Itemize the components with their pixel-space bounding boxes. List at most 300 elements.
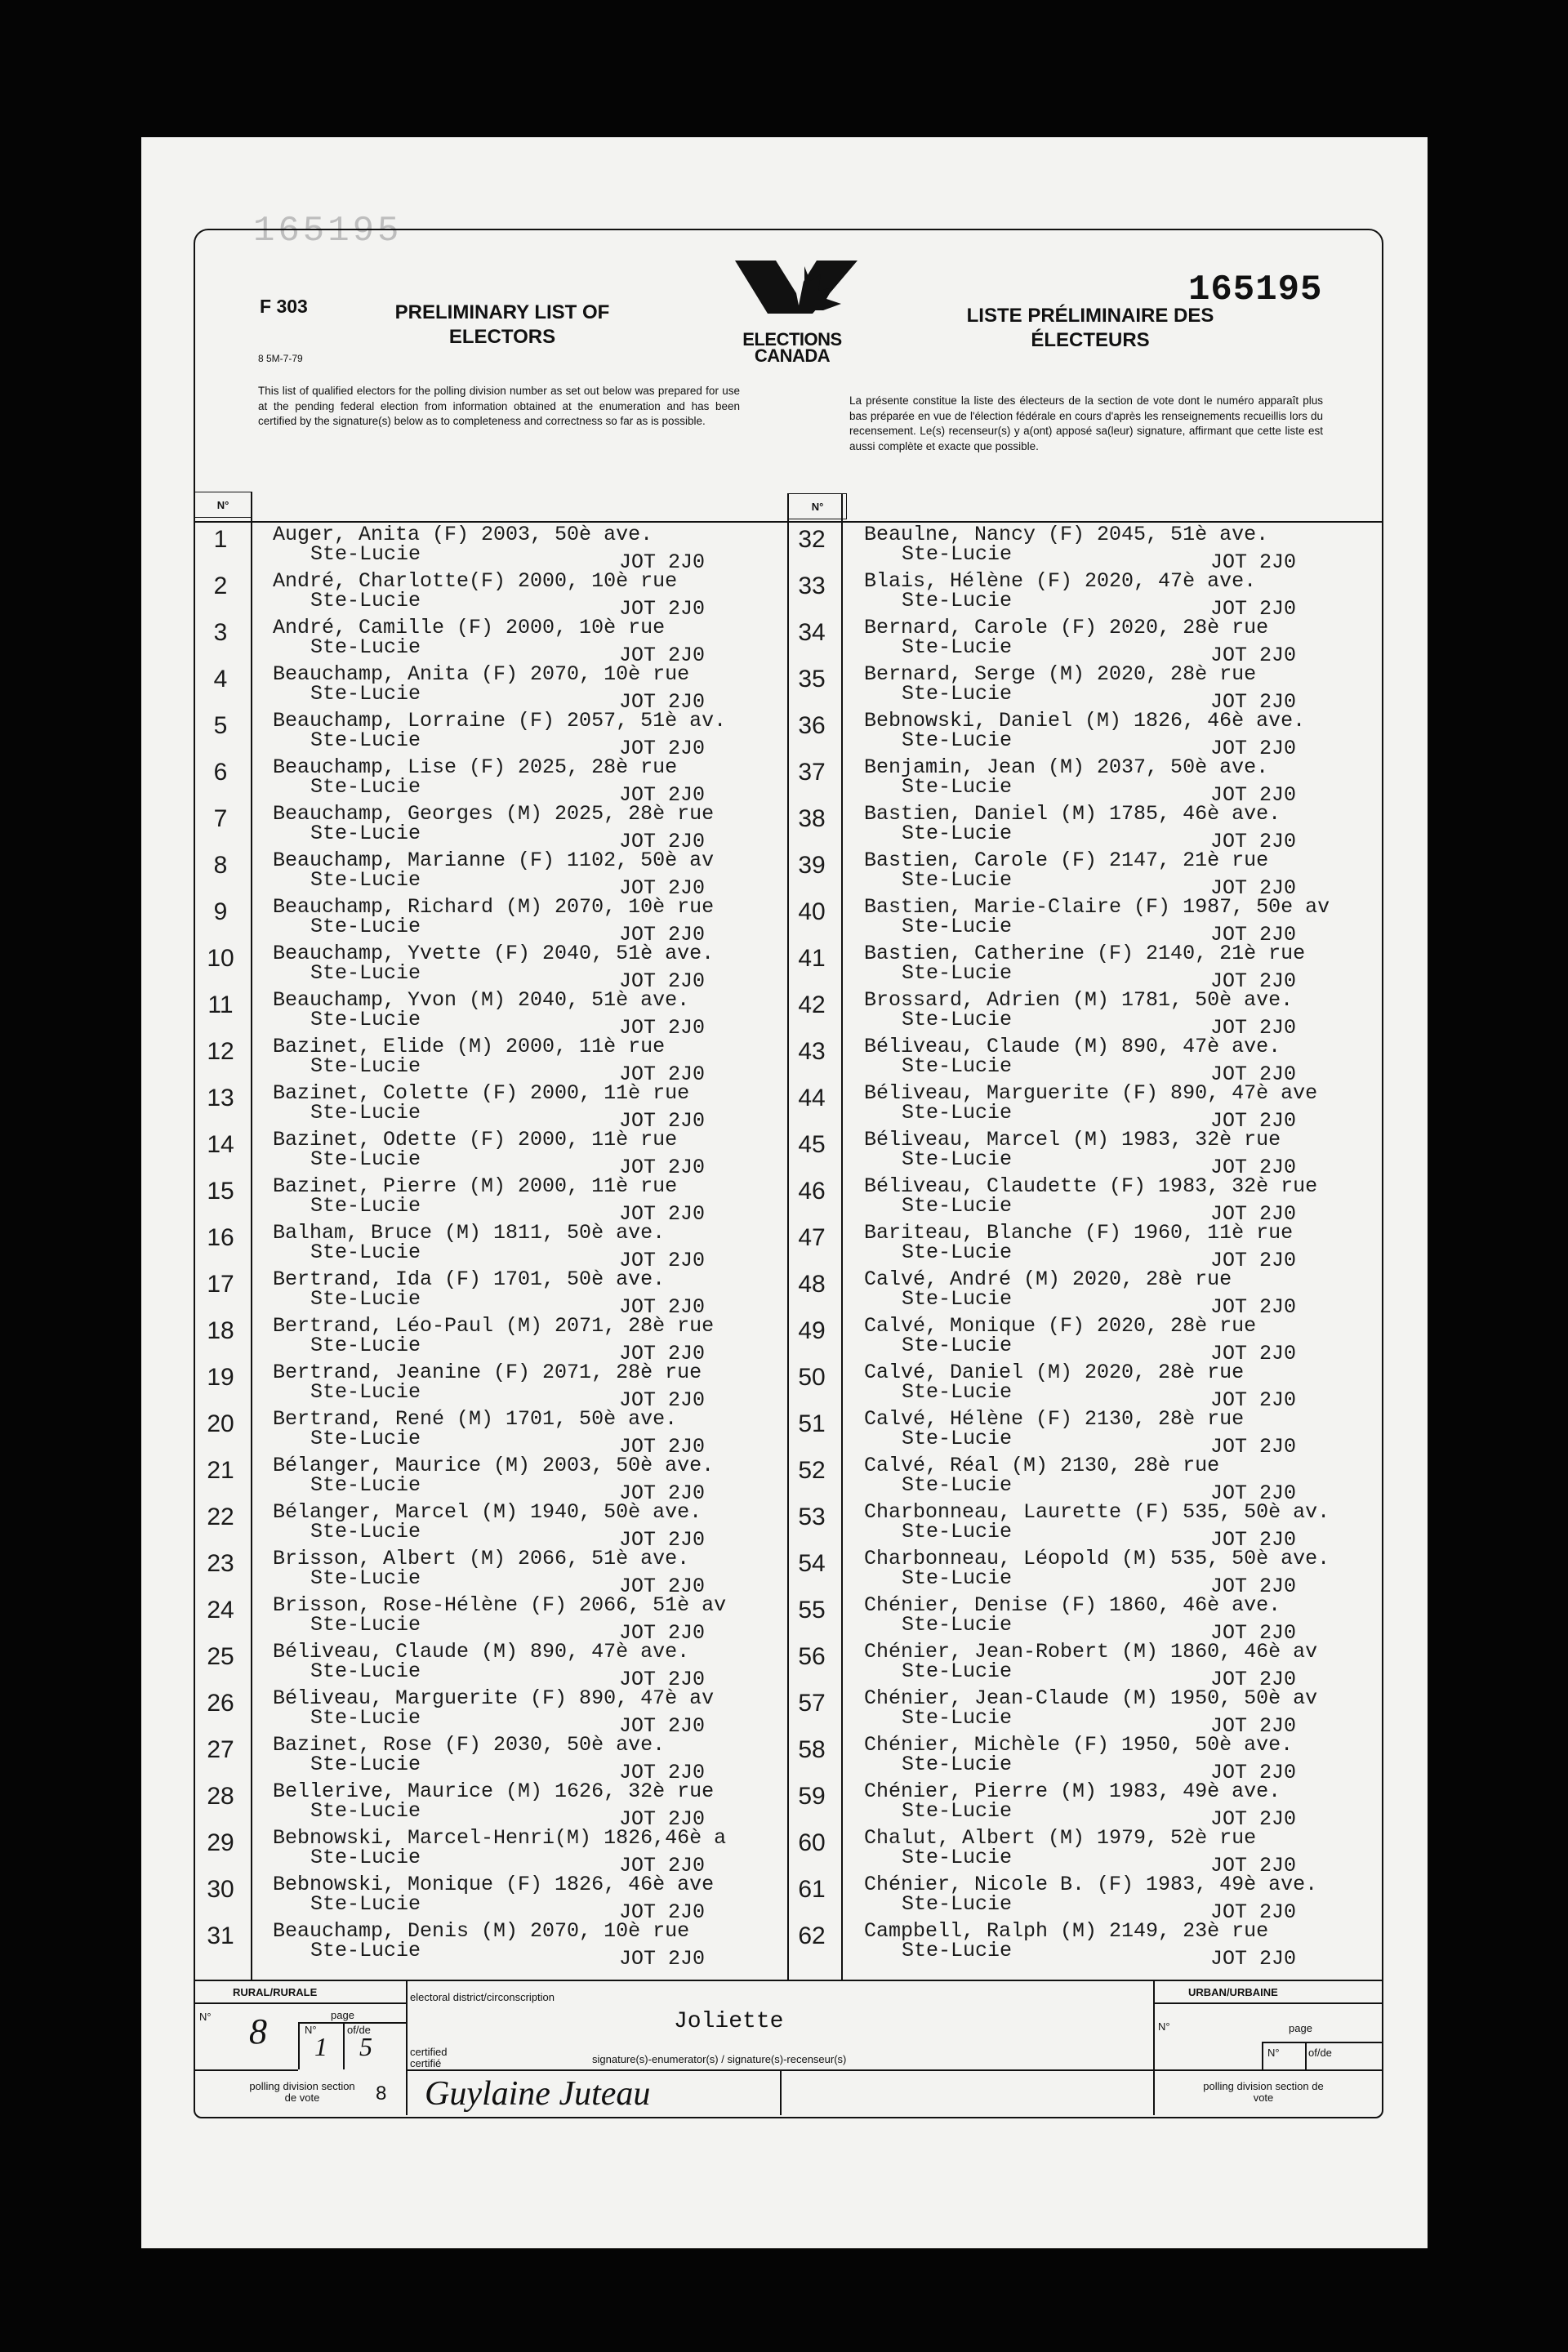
elector-locality: Ste-Lucie — [310, 1334, 421, 1357]
elector-locality: Ste-Lucie — [902, 682, 1013, 706]
elector-name-address: Bélanger, Marcel (M) 1940, 50è ave. — [273, 1500, 702, 1524]
elector-row — [786, 1686, 1374, 1738]
elector-row — [194, 1780, 782, 1831]
elector-row — [194, 942, 782, 993]
elector-row — [786, 1780, 1374, 1831]
elector-locality: Ste-Lucie — [310, 1380, 421, 1404]
title-french-line1: LISTE PRÉLIMINAIRE DES — [966, 305, 1214, 327]
intro-english: This list of qualified electors for the polling division number as set out below was prepared for use at the pending federal election from information obtained at the enumeration and has been certified by the signature(s) below as to completeness and correctness so far as is possible. — [258, 385, 740, 427]
elector-name-address: Bebnowski, Monique (F) 1826, 46è ave — [273, 1873, 715, 1896]
elector-name-address: Bertrand, Ida (F) 1701, 50è ave. — [273, 1267, 666, 1291]
elector-name-address: Béliveau, Marguerite (F) 890, 47è av — [273, 1686, 715, 1710]
elector-name-address: Chénier, Nicole B. (F) 1983, 49è ave. — [864, 1873, 1318, 1896]
elector-number: 30 — [207, 1876, 234, 1903]
elector-name-address: Bebnowski, Daniel (M) 1826, 46è ave. — [864, 709, 1306, 733]
elector-locality: Ste-Lucie — [902, 1892, 1013, 1916]
elector-row — [786, 1128, 1374, 1179]
elector-postal-code: JOT 2J0 — [619, 923, 706, 947]
urban-page-no-label: N° — [1267, 2047, 1280, 2059]
elector-name-address: Bertrand, René (M) 1701, 50è ave. — [273, 1407, 678, 1431]
elector-name-address: Beauchamp, Anita (F) 2070, 10è rue — [273, 662, 690, 686]
serial-number: 165195 — [1188, 270, 1323, 310]
elector-number: 21 — [207, 1457, 234, 1484]
elector-locality: Ste-Lucie — [902, 822, 1013, 845]
elector-name-address: Brossard, Adrien (M) 1781, 50è ave. — [864, 988, 1294, 1012]
signature-label: signature(s)-enumerator(s) / signature(s)-recenseur(s) — [592, 2053, 847, 2065]
elector-locality: Ste-Lucie — [902, 1101, 1013, 1125]
elector-locality: Ste-Lucie — [310, 1101, 421, 1125]
elector-row — [194, 616, 782, 667]
elector-postal-code: JOT 2J0 — [619, 1249, 706, 1272]
title-english-line1: PRELIMINARY LIST OF — [394, 301, 610, 323]
elector-number: 2 — [213, 572, 228, 599]
elector-postal-code: JOT 2J0 — [1210, 1202, 1297, 1226]
district-divider-left — [406, 1980, 408, 2115]
polling-label-right: polling division section de vote — [1203, 2080, 1324, 2104]
elector-locality: Ste-Lucie — [310, 1147, 421, 1171]
elector-name-address: Béliveau, Marcel (M) 1983, 32è rue — [864, 1128, 1281, 1152]
rural-number: 8 — [249, 2011, 267, 2051]
elector-name-address: Béliveau, Marguerite (F) 890, 47è ave — [864, 1081, 1318, 1105]
district-value: Joliette — [674, 2009, 784, 2034]
elector-name-address: Beauchamp, Yvon (M) 2040, 51è ave. — [273, 988, 690, 1012]
urban-page-of-label: of/de — [1308, 2047, 1332, 2059]
elector-name-address: Bazinet, Pierre (M) 2000, 11è rue — [273, 1174, 678, 1198]
elector-name-address: Calvé, André (M) 2020, 28è rue — [864, 1267, 1232, 1291]
elector-number: 28 — [207, 1783, 234, 1810]
elector-locality: Ste-Lucie — [310, 1427, 421, 1450]
urban-page-box-mid — [1305, 2042, 1307, 2069]
page-total: 5 — [359, 2032, 372, 2061]
elector-name-address: Chénier, Pierre (M) 1983, 49è ave. — [864, 1780, 1281, 1803]
elector-row — [194, 1081, 782, 1133]
elector-locality: Ste-Lucie — [902, 1008, 1013, 1031]
enumerator-signature: Guylaine Juteau — [425, 2075, 651, 2113]
elector-row — [786, 1547, 1374, 1598]
elector-number: 43 — [798, 1038, 826, 1065]
elector-list-right — [786, 523, 1374, 1971]
elector-locality: Ste-Lucie — [902, 1566, 1013, 1590]
elector-row — [194, 895, 782, 947]
urban-page-box-left — [1262, 2042, 1263, 2069]
elector-locality: Ste-Lucie — [310, 728, 421, 752]
elector-name-address: Beauchamp, Marianne (F) 1102, 50è av — [273, 849, 715, 872]
elector-name-address: Bernard, Carole (F) 2020, 28è rue — [864, 616, 1269, 639]
elector-row — [786, 1314, 1374, 1365]
elector-name-address: Charbonneau, Léopold (M) 535, 50è ave. — [864, 1547, 1330, 1570]
elector-row — [194, 523, 782, 574]
elector-postal-code: JOT 2J0 — [1210, 690, 1297, 714]
elector-name-address: Bertrand, Jeanine (F) 2071, 28è rue — [273, 1361, 702, 1384]
page-number: 1 — [314, 2032, 327, 2061]
elector-name-address: Chénier, Denise (F) 1860, 46è ave. — [864, 1593, 1281, 1617]
elector-row — [194, 1640, 782, 1691]
logo-text — [719, 329, 866, 366]
elector-number: 51 — [798, 1410, 826, 1437]
elector-locality: Ste-Lucie — [902, 1613, 1013, 1637]
district-divider-right — [1153, 1980, 1155, 2115]
elector-postal-code: JOT 2J0 — [1210, 1668, 1297, 1691]
elector-name-address: Beauchamp, Lorraine (F) 2057, 51è av. — [273, 709, 727, 733]
elector-postal-code: JOT 2J0 — [1210, 923, 1297, 947]
elector-number: 42 — [798, 991, 826, 1018]
elector-locality: Ste-Lucie — [310, 1939, 421, 1962]
elector-locality: Ste-Lucie — [902, 1706, 1013, 1730]
elector-row — [786, 1407, 1374, 1459]
elector-name-address: Chénier, Jean-Robert (M) 1860, 46è av — [864, 1640, 1318, 1664]
elector-locality: Ste-Lucie — [310, 1799, 421, 1823]
elector-postal-code: JOT 2J0 — [619, 1854, 706, 1878]
elector-name-address: Chénier, Michèle (F) 1950, 50è ave. — [864, 1733, 1294, 1757]
elector-postal-code: JOT 2J0 — [1210, 1109, 1297, 1133]
elector-postal-code: JOT 2J0 — [619, 1202, 706, 1226]
elector-postal-code: JOT 2J0 — [1210, 1016, 1297, 1040]
elector-row — [786, 755, 1374, 807]
elector-locality: Ste-Lucie — [310, 1054, 421, 1078]
polling-rule — [194, 2069, 298, 2071]
elector-number: 8 — [213, 852, 228, 879]
elector-row — [786, 1035, 1374, 1086]
elector-number: 40 — [798, 898, 826, 925]
elector-name-address: Bazinet, Odette (F) 2000, 11è rue — [273, 1128, 678, 1152]
elector-row — [194, 1314, 782, 1365]
elector-number: 38 — [798, 805, 826, 832]
elector-list-left — [194, 523, 782, 1971]
elector-postal-code: JOT 2J0 — [1210, 1714, 1297, 1738]
elector-number: 62 — [798, 1922, 826, 1949]
revision-code: 8 5M-7-79 — [258, 353, 303, 364]
elector-number: 9 — [213, 898, 228, 925]
urban-no-label: N° — [1158, 2020, 1170, 2033]
elector-locality: Ste-Lucie — [902, 1520, 1013, 1544]
elector-row — [194, 662, 782, 714]
elector-row — [194, 1919, 782, 1971]
elector-postal-code: JOT 2J0 — [1210, 550, 1297, 574]
elector-locality: Ste-Lucie — [310, 775, 421, 799]
elector-postal-code: JOT 2J0 — [619, 1295, 706, 1319]
elector-name-address: Benjamin, Jean (M) 2037, 50è ave. — [864, 755, 1269, 779]
elector-row — [786, 988, 1374, 1040]
elector-postal-code: JOT 2J0 — [619, 1156, 706, 1179]
urban-page-label: page — [1289, 2022, 1312, 2034]
elector-postal-code: JOT 2J0 — [1210, 1156, 1297, 1179]
elector-name-address: Béliveau, Claudette (F) 1983, 32è rue — [864, 1174, 1318, 1198]
elector-row — [194, 988, 782, 1040]
elector-number: 31 — [207, 1922, 234, 1949]
elector-name-address: Blais, Hélène (F) 2020, 47è ave. — [864, 569, 1257, 593]
elector-locality: Ste-Lucie — [310, 1613, 421, 1637]
elector-postal-code: JOT 2J0 — [619, 1947, 706, 1971]
polling-value: 8 — [376, 2082, 387, 2105]
elector-postal-code: JOT 2J0 — [619, 1807, 706, 1831]
elector-locality: Ste-Lucie — [902, 1659, 1013, 1683]
elector-postal-code: JOT 2J0 — [619, 1900, 706, 1924]
elector-number: 11 — [207, 991, 234, 1018]
elector-name-address: Bastien, Catherine (F) 2140, 21è rue — [864, 942, 1306, 965]
elector-locality: Ste-Lucie — [310, 1241, 421, 1264]
urban-page-box-top — [1262, 2042, 1382, 2043]
elector-row — [194, 1593, 782, 1645]
title-english-line2: ELECTORS — [448, 326, 556, 348]
elector-name-address: Calvé, Hélène (F) 2130, 28è rue — [864, 1407, 1245, 1431]
elector-number: 48 — [798, 1271, 826, 1298]
elector-name-address: Beauchamp, Richard (M) 2070, 10è rue — [273, 895, 715, 919]
elector-postal-code: JOT 2J0 — [619, 1062, 706, 1086]
elector-locality: Ste-Lucie — [310, 635, 421, 659]
elector-number: 45 — [798, 1131, 826, 1158]
elector-name-address: Bellerive, Maurice (M) 1626, 32è rue — [273, 1780, 715, 1803]
elector-name-address: Brisson, Rose-Hélène (F) 2066, 51è av — [273, 1593, 727, 1617]
elector-row — [786, 895, 1374, 947]
elector-locality: Ste-Lucie — [902, 915, 1013, 938]
elector-number: 58 — [798, 1736, 826, 1763]
elector-locality: Ste-Lucie — [902, 775, 1013, 799]
elector-number: 12 — [207, 1038, 234, 1065]
elector-number: 32 — [798, 526, 826, 553]
elector-row — [786, 802, 1374, 853]
elector-number: 39 — [798, 852, 826, 879]
elector-name-address: Bazinet, Colette (F) 2000, 11è rue — [273, 1081, 690, 1105]
elector-number: 37 — [798, 759, 826, 786]
elector-postal-code: JOT 2J0 — [619, 1016, 706, 1040]
faint-stamp-number: 165195 — [253, 211, 403, 252]
elector-locality: Ste-Lucie — [310, 589, 421, 612]
elector-locality: Ste-Lucie — [310, 1846, 421, 1869]
elector-postal-code: JOT 2J0 — [1210, 1854, 1297, 1878]
elector-postal-code: JOT 2J0 — [1210, 1528, 1297, 1552]
elector-row — [786, 1733, 1374, 1784]
elector-locality: Ste-Lucie — [902, 635, 1013, 659]
elector-postal-code: JOT 2J0 — [1210, 1342, 1297, 1365]
elector-locality: Ste-Lucie — [310, 822, 421, 845]
elector-row — [786, 1873, 1374, 1924]
elector-number: 14 — [207, 1131, 234, 1158]
elector-name-address: Auger, Anita (F) 2003, 50è ave. — [273, 523, 653, 546]
elector-locality: Ste-Lucie — [310, 1566, 421, 1590]
page-no-label: N° — [305, 2024, 317, 2036]
elector-row — [786, 1826, 1374, 1878]
no-column-header-left: N° — [194, 492, 252, 518]
elector-name-address: André, Camille (F) 2000, 10è rue — [273, 616, 666, 639]
elector-number: 26 — [207, 1690, 234, 1717]
elector-number: 33 — [798, 572, 826, 599]
elector-locality: Ste-Lucie — [310, 1287, 421, 1311]
rural-rule — [194, 2002, 406, 2004]
elector-row — [786, 849, 1374, 900]
elector-postal-code: JOT 2J0 — [1210, 876, 1297, 900]
elector-name-address: Bebnowski, Marcel-Henri(M) 1826,46è a — [273, 1826, 727, 1850]
elector-row — [194, 1733, 782, 1784]
elector-postal-code: JOT 2J0 — [619, 1668, 706, 1691]
rural-label: RURAL/RURALE — [233, 1986, 318, 1998]
elector-number: 4 — [213, 666, 228, 693]
elector-number: 25 — [207, 1643, 234, 1670]
elector-locality: Ste-Lucie — [902, 1287, 1013, 1311]
page-box-left — [298, 2022, 300, 2069]
elector-locality: Ste-Lucie — [902, 961, 1013, 985]
elector-number: 54 — [798, 1550, 826, 1577]
elector-name-address: Calvé, Daniel (M) 2020, 28è rue — [864, 1361, 1245, 1384]
elector-locality: Ste-Lucie — [902, 1427, 1013, 1450]
logo-text-line1: ELECTIONS — [742, 329, 842, 350]
elector-postal-code: JOT 2J0 — [1210, 1435, 1297, 1459]
elector-locality: Ste-Lucie — [310, 1706, 421, 1730]
elector-postal-code: JOT 2J0 — [1210, 1621, 1297, 1645]
elector-name-address: Charbonneau, Laurette (F) 535, 50è av. — [864, 1500, 1330, 1524]
elector-postal-code: JOT 2J0 — [619, 1714, 706, 1738]
elector-name-address: Chalut, Albert (M) 1979, 52è rue — [864, 1826, 1257, 1850]
no-column-header-right: N° — [788, 493, 847, 519]
elector-postal-code: JOT 2J0 — [1210, 597, 1297, 621]
title-french-line2: ÉLECTEURS — [1031, 329, 1150, 351]
elector-number: 36 — [798, 712, 826, 739]
elector-postal-code: JOT 2J0 — [619, 830, 706, 853]
elector-name-address: Bariteau, Blanche (F) 1960, 11è rue — [864, 1221, 1294, 1245]
elector-locality: Ste-Lucie — [310, 682, 421, 706]
elector-locality: Ste-Lucie — [310, 1892, 421, 1916]
elector-postal-code: JOT 2J0 — [619, 1435, 706, 1459]
elector-locality: Ste-Lucie — [310, 1659, 421, 1683]
elector-number: 22 — [207, 1503, 234, 1530]
elector-locality: Ste-Lucie — [902, 1799, 1013, 1823]
elector-row — [786, 1081, 1374, 1133]
logo-text-line2: CANADA — [754, 345, 831, 366]
elector-number: 56 — [798, 1643, 826, 1670]
rural-page-label: page — [331, 2009, 354, 2021]
rural-no-label: N° — [199, 2011, 212, 2023]
elector-name-address: Beaulne, Nancy (F) 2045, 51è ave. — [864, 523, 1269, 546]
elector-postal-code: JOT 2J0 — [619, 1575, 706, 1598]
elector-postal-code: JOT 2J0 — [1210, 1249, 1297, 1272]
elector-locality: Ste-Lucie — [902, 1473, 1013, 1497]
elector-locality: Ste-Lucie — [902, 868, 1013, 892]
elector-number: 15 — [207, 1178, 234, 1205]
elector-row — [194, 1128, 782, 1179]
elector-postal-code: JOT 2J0 — [619, 737, 706, 760]
elector-postal-code: JOT 2J0 — [1210, 1575, 1297, 1598]
elector-name-address: Beauchamp, Denis (M) 2070, 10è rue — [273, 1919, 690, 1943]
elector-postal-code: JOT 2J0 — [1210, 1900, 1297, 1924]
elector-name-address: Bernard, Serge (M) 2020, 28è rue — [864, 662, 1257, 686]
elector-locality: Ste-Lucie — [902, 1846, 1013, 1869]
elector-number: 16 — [207, 1224, 234, 1251]
elector-row — [786, 523, 1374, 574]
elector-locality: Ste-Lucie — [902, 728, 1013, 752]
elector-locality: Ste-Lucie — [902, 1054, 1013, 1078]
signature-row-rule — [406, 2069, 1382, 2071]
form-code: F 303 — [260, 296, 308, 317]
elector-row — [194, 1826, 782, 1878]
elector-row — [194, 802, 782, 853]
elector-row — [786, 942, 1374, 993]
elector-name-address: Campbell, Ralph (M) 2149, 23è rue — [864, 1919, 1269, 1943]
elector-row — [786, 1221, 1374, 1272]
elector-name-address: André, Charlotte(F) 2000, 10è rue — [273, 569, 678, 593]
signature-divider — [780, 2069, 782, 2115]
elector-postal-code: JOT 2J0 — [619, 1481, 706, 1505]
elector-row — [194, 569, 782, 621]
elector-row — [786, 1174, 1374, 1226]
elector-locality: Ste-Lucie — [902, 1147, 1013, 1171]
elector-postal-code: JOT 2J0 — [1210, 1481, 1297, 1505]
elector-row — [786, 1454, 1374, 1505]
elector-row — [194, 1221, 782, 1272]
elector-number: 17 — [207, 1271, 234, 1298]
elector-row — [786, 662, 1374, 714]
elector-postal-code: JOT 2J0 — [1210, 1388, 1297, 1412]
elector-number: 35 — [798, 666, 826, 693]
elector-row — [194, 1454, 782, 1505]
elector-row — [194, 849, 782, 900]
elector-name-address: Bazinet, Rose (F) 2030, 50è ave. — [273, 1733, 666, 1757]
elector-row — [194, 1035, 782, 1086]
elector-row — [786, 1500, 1374, 1552]
elector-row — [194, 1174, 782, 1226]
polling-label-left: polling division section de vote — [249, 2080, 355, 2104]
elector-locality: Ste-Lucie — [310, 1473, 421, 1497]
elector-row — [194, 709, 782, 760]
elector-locality: Ste-Lucie — [310, 868, 421, 892]
elector-locality: Ste-Lucie — [902, 589, 1013, 612]
elector-postal-code: JOT 2J0 — [1210, 830, 1297, 853]
elector-name-address: Chénier, Jean-Claude (M) 1950, 50è av — [864, 1686, 1318, 1710]
elector-number: 60 — [798, 1829, 826, 1856]
intro-french: La présente constitue la liste des électeurs de la section de vote dont le numéro apparaît plus bas préparée en vue de l'élection fédérale en cours d'après les renseignements recueillis lors du recensement. Le(s) recenseur(s) y a(ont) apposé sa(leur) signature, affirmant que cette liste est aussi complète et exacte que possible. — [849, 394, 1323, 452]
elector-number: 47 — [798, 1224, 826, 1251]
elector-number: 20 — [207, 1410, 234, 1437]
elector-postal-code: JOT 2J0 — [619, 1761, 706, 1784]
elector-locality: Ste-Lucie — [310, 961, 421, 985]
title-french — [939, 304, 1241, 353]
elector-name-address: Bélanger, Maurice (M) 2003, 50è ave. — [273, 1454, 715, 1477]
elector-row — [786, 616, 1374, 667]
elector-locality: Ste-Lucie — [310, 1194, 421, 1218]
elector-postal-code: JOT 2J0 — [1210, 644, 1297, 667]
certified-label: certified certifié — [410, 2046, 448, 2069]
elector-postal-code: JOT 2J0 — [619, 644, 706, 667]
elector-name-address: Beauchamp, Yvette (F) 2040, 51è ave. — [273, 942, 715, 965]
elector-row — [194, 755, 782, 807]
page-of-label: of/de — [347, 2024, 371, 2036]
elector-postal-code: JOT 2J0 — [619, 783, 706, 807]
elector-postal-code: JOT 2J0 — [1210, 783, 1297, 807]
elector-number: 10 — [207, 945, 234, 972]
urban-rule — [1153, 2002, 1382, 2004]
title-english — [351, 301, 653, 350]
elector-postal-code: JOT 2J0 — [619, 690, 706, 714]
elector-number: 34 — [798, 619, 826, 646]
elector-locality: Ste-Lucie — [310, 915, 421, 938]
elector-number: 7 — [213, 805, 228, 832]
elector-number: 3 — [213, 619, 228, 646]
elector-postal-code: JOT 2J0 — [1210, 1761, 1297, 1784]
elector-row — [786, 1640, 1374, 1691]
elector-row — [194, 1267, 782, 1319]
elector-number: 61 — [798, 1876, 826, 1903]
elector-row — [194, 1407, 782, 1459]
elector-postal-code: JOT 2J0 — [1210, 1807, 1297, 1831]
elector-postal-code: JOT 2J0 — [619, 1388, 706, 1412]
elector-name-address: Beauchamp, Lise (F) 2025, 28è rue — [273, 755, 678, 779]
elector-number: 19 — [207, 1364, 234, 1391]
elector-name-address: Bastien, Carole (F) 2147, 21è rue — [864, 849, 1269, 872]
elector-row — [786, 709, 1374, 760]
elector-name-address: Balham, Bruce (M) 1811, 50è ave. — [273, 1221, 666, 1245]
footer-top-rule — [194, 1980, 1382, 1981]
elector-number: 53 — [798, 1503, 826, 1530]
elector-postal-code: JOT 2J0 — [619, 1621, 706, 1645]
elector-number: 29 — [207, 1829, 234, 1856]
